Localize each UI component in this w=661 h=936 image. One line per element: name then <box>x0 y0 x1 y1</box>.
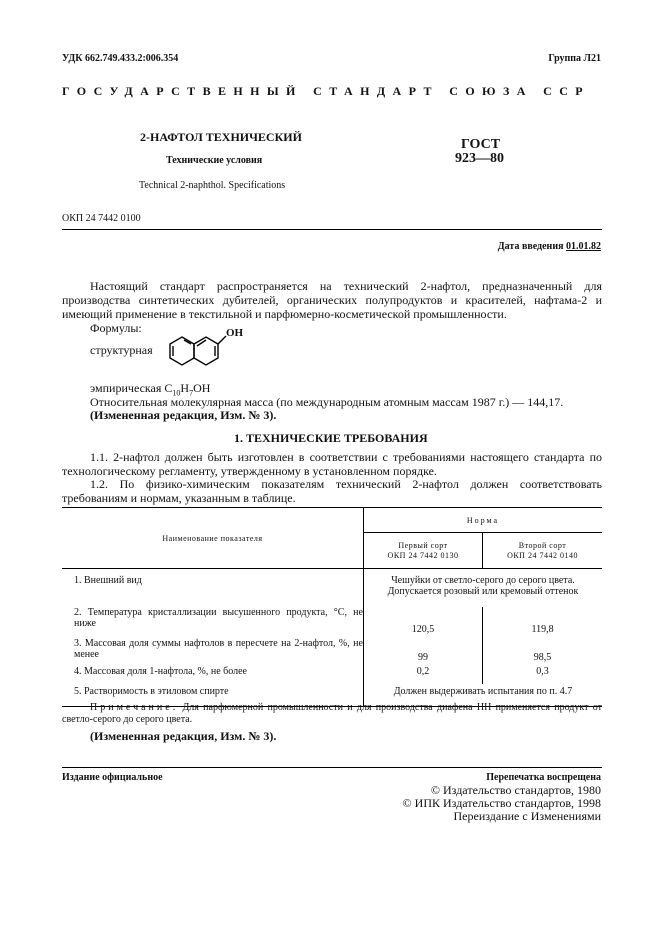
reissue-note: Переиздание с Изменениями <box>453 809 601 823</box>
gost-number: 923—80 <box>455 151 504 166</box>
intro-date <box>498 241 601 252</box>
row2-name: 2. Температура кристаллизации высушенного продукта, °С, не ниже <box>74 607 363 629</box>
row5-name: 5. Растворимость в этиловом спирте <box>74 686 229 697</box>
scope-paragraph: Настоящий стандарт распространяется на технический 2-нафтол, предназначенный для производства синтетических дубителей, органических полупродуктов и красителей, нафтама-2 и имеющий применение в текстильной и парфюмерно-косметической промышленности. <box>62 279 602 321</box>
formula-h-sub: 7 <box>189 388 194 398</box>
row2-grade2: 119,8 <box>483 607 602 638</box>
formulas-label: Формулы: <box>90 321 142 335</box>
footer-divider <box>62 767 602 768</box>
table-row <box>62 607 602 638</box>
grade2-header <box>483 533 602 569</box>
row1-name: 1. Внешний вид <box>74 575 142 586</box>
document-title: 2-НАФТОЛ ТЕХНИЧЕСКИЙ <box>140 130 302 144</box>
official-edition: Издание официальное <box>62 772 163 783</box>
section-title: 1. ТЕХНИЧЕСКИЕ ТРЕБОВАНИЯ <box>234 431 428 445</box>
okp-code: ОКП 24 7442 0100 <box>62 213 141 224</box>
clause-1-2: 1.2. По физико-химическим показателям технический 2-нафтол должен соответствовать требованиям и нормам, указанным в таблице. <box>62 477 602 505</box>
row4-grade2: 0,3 <box>483 666 602 684</box>
reprint-prohibited: Перепечатка воспрещена <box>486 772 601 783</box>
norm-text: Норма <box>466 515 500 525</box>
row5-merged: Должен выдерживать испытания по п. 4.7 <box>363 684 602 707</box>
intro-revision-note: (Измененная редакция, Изм. № 3). <box>90 408 277 422</box>
table-note <box>62 702 602 726</box>
norms-table <box>62 508 602 707</box>
structural-label: структурная <box>90 343 153 357</box>
grade1-label: Первый сорт <box>398 540 448 550</box>
divider <box>62 229 602 230</box>
col-name-text: Наименование показателя <box>162 533 263 543</box>
formula-h: H <box>180 381 190 395</box>
udk-code: УДК 662.749.433.2:006.354 <box>62 53 179 64</box>
note-revision: (Измененная редакция, Изм. № 3). <box>90 729 277 743</box>
molecular-mass: Относительная молекулярная масса (по международным атомным массам 1987 г.) — 144,17. <box>90 395 564 409</box>
intro-date-label: Дата введения <box>497 241 564 252</box>
gost-label: ГОСТ <box>461 137 501 152</box>
state-standard-banner: ГОСУДАРСТВЕННЫЙ СТАНДАРТ СОЮЗА ССР <box>62 84 591 98</box>
table-row <box>62 569 602 608</box>
copyright-1980: © Издательство стандартов, 1980 <box>430 783 601 797</box>
row2-grade1: 120,5 <box>363 607 482 638</box>
row4-name: 4. Массовая доля 1-нафтола, %, не более <box>74 666 247 677</box>
row3-grade2: 98,5 <box>483 638 602 666</box>
table-norm-header <box>363 508 602 533</box>
group-code: Группа Л21 <box>548 53 601 64</box>
oh-label: OH <box>226 327 244 339</box>
clause-1-1: 1.1. 2-нафтол должен быть изготовлен в соответствии с требованиями настоящего стандарта по технологическому регламенту, утвержденному в установленном порядке. <box>62 450 602 478</box>
empirical-label: эмпирическая <box>90 381 162 395</box>
table-col-name-header <box>62 508 363 569</box>
grade2-okp: ОКП 24 7442 0140 <box>507 550 578 560</box>
table-row <box>62 638 602 666</box>
formula-oh: OH <box>193 381 211 395</box>
formula-c-sub: 10 <box>172 388 181 398</box>
document-subtitle: Технические условия <box>166 155 263 166</box>
grade2-label: Второй сорт <box>518 540 567 550</box>
grade1-header <box>363 533 482 569</box>
row3-name: 3. Массовая доля суммы нафтолов в пересчете на 2-нафтол, %, не менее <box>74 638 363 660</box>
table-row <box>62 666 602 684</box>
row1-merged: Чешуйки от светло-серого до серого цвета. Допускается розовый или кремовый оттенок <box>363 569 602 608</box>
grade1-okp: ОКП 24 7442 0130 <box>387 550 459 560</box>
intro-date-value: 01.01.82 <box>566 241 601 252</box>
row4-grade1: 0,2 <box>363 666 482 684</box>
english-title: Technical 2-naphthol. Specifications <box>139 180 286 191</box>
formula-c: C <box>164 381 173 395</box>
note-label: Примечание. <box>90 702 179 713</box>
note-text: Для парфюмерной промышленности и для производства диафена НН применяется продукт от светло-серого до серого цвета. <box>62 702 602 725</box>
copyright-1998: © ИПК Издательство стандартов, 1998 <box>402 796 601 810</box>
row3-grade1: 99 <box>363 638 482 666</box>
